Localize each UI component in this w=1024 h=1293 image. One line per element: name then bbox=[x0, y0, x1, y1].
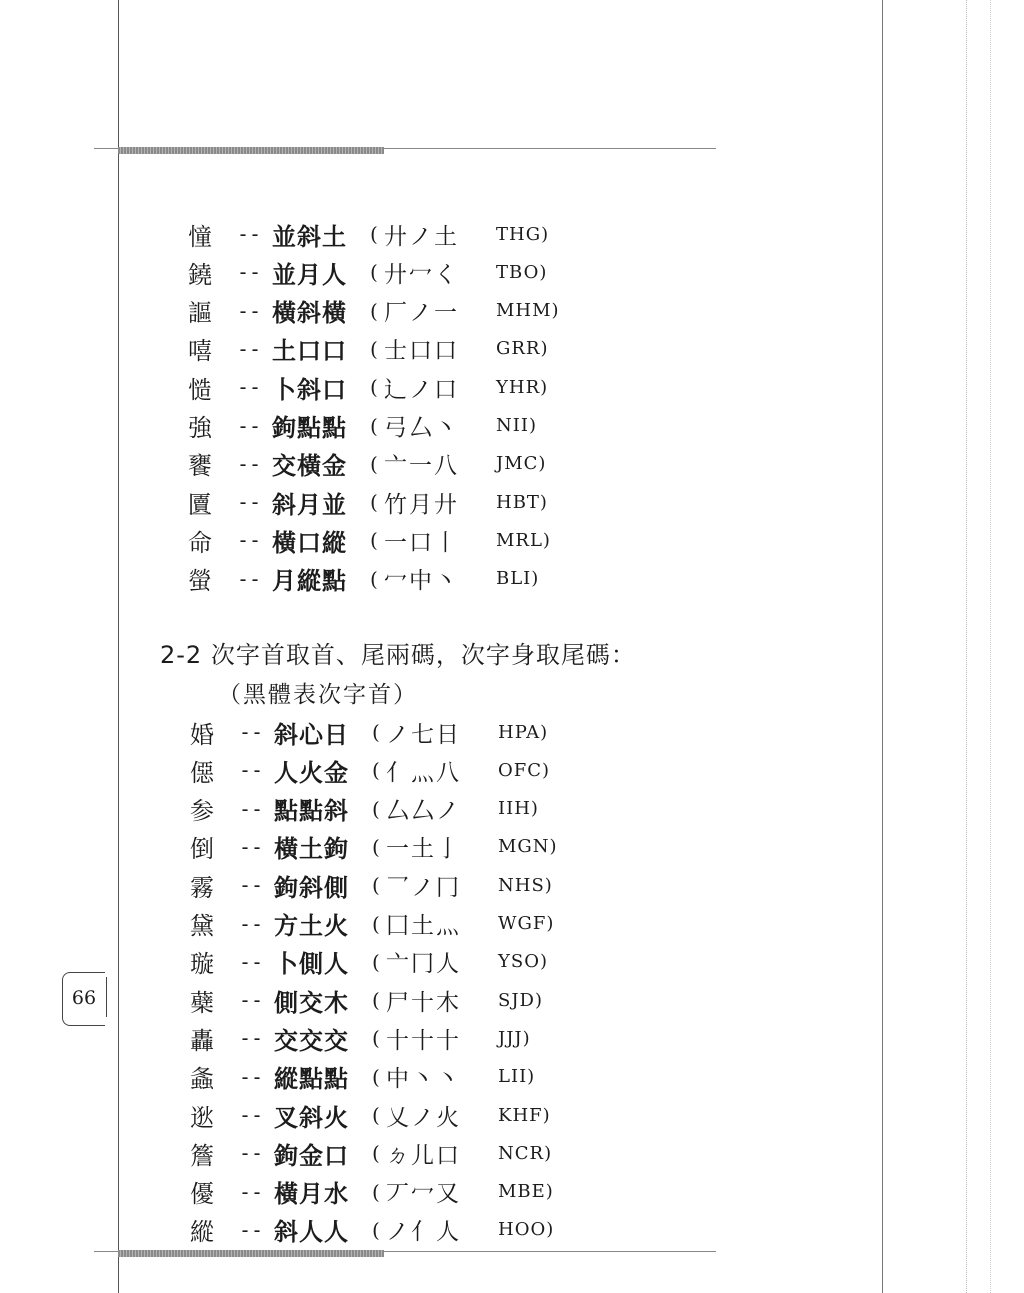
entry-stroke-names: 方土火 bbox=[274, 911, 349, 940]
entry-code: JMC) bbox=[496, 453, 547, 475]
entry-stroke-names: 交交交 bbox=[274, 1025, 349, 1055]
entry-components: 亠一八 bbox=[384, 453, 459, 480]
entry-row bbox=[188, 215, 549, 253]
entry-components: ノ七日 bbox=[386, 721, 461, 748]
entry-stroke-names: 橫土鉤 bbox=[274, 834, 349, 864]
entry-open-paren: ( bbox=[370, 260, 378, 285]
entry-row bbox=[190, 828, 558, 866]
entry-row bbox=[188, 521, 551, 559]
entry-dash: -- bbox=[238, 1179, 264, 1204]
entry-dash: -- bbox=[238, 1026, 264, 1051]
entry-row bbox=[190, 905, 554, 943]
entry-components: ノ亻人 bbox=[386, 1219, 461, 1246]
entry-row bbox=[190, 713, 548, 751]
entry-components: 士口口 bbox=[384, 338, 459, 365]
entry-components: 廾ノ土 bbox=[384, 223, 459, 250]
entry-open-paren: ( bbox=[372, 834, 380, 859]
entry-dash: -- bbox=[238, 988, 264, 1013]
entry-dash: -- bbox=[236, 490, 262, 515]
entry-components: 廾冖く bbox=[384, 261, 459, 288]
entry-row bbox=[188, 253, 547, 291]
entry-row bbox=[188, 368, 548, 406]
entry-code: WGF) bbox=[498, 913, 555, 934]
entry-code: HOO) bbox=[498, 1219, 555, 1241]
entry-stroke-names: 斜人人 bbox=[274, 1217, 349, 1247]
entry-character: 命 bbox=[188, 528, 212, 557]
entry-stroke-names: 側交木 bbox=[274, 987, 349, 1017]
entry-open-paren: ( bbox=[372, 873, 380, 898]
entry-open-paren: ( bbox=[372, 911, 380, 936]
entry-components: 乛ノ冂 bbox=[386, 874, 461, 901]
entry-character: 霧 bbox=[190, 873, 214, 902]
entry-open-paren: ( bbox=[372, 1217, 380, 1242]
entry-open-paren: ( bbox=[372, 758, 380, 783]
entry-open-paren: ( bbox=[370, 413, 378, 438]
entry-dash: -- bbox=[236, 375, 262, 400]
entry-components: ㄉ儿口 bbox=[386, 1142, 461, 1169]
entry-character: 逖 bbox=[190, 1103, 214, 1132]
entry-character: 婚 bbox=[190, 720, 214, 749]
entry-stroke-names: 點點斜 bbox=[274, 796, 349, 826]
entry-row bbox=[190, 981, 543, 1019]
entry-components: 弓厶丶 bbox=[384, 415, 459, 441]
entry-dash: -- bbox=[238, 949, 264, 974]
left-margin-line bbox=[118, 0, 119, 1293]
entry-row bbox=[190, 1173, 554, 1211]
entry-stroke-names: 並月人 bbox=[272, 259, 347, 289]
entry-character: 強 bbox=[188, 414, 212, 442]
entry-code: YSO) bbox=[498, 951, 548, 973]
entry-stroke-names: 交橫金 bbox=[272, 451, 347, 481]
entry-components: 冖中丶 bbox=[384, 568, 459, 595]
entry-components: 乂ノ火 bbox=[386, 1104, 461, 1131]
entry-character: 螢 bbox=[188, 567, 212, 596]
entry-character: 簷 bbox=[190, 1141, 214, 1170]
perforation-line-outer bbox=[990, 0, 992, 1293]
page-number: 66 bbox=[62, 972, 105, 1026]
entry-open-paren: ( bbox=[372, 949, 380, 974]
entry-dash: -- bbox=[236, 528, 262, 553]
entry-open-paren: ( bbox=[370, 336, 378, 361]
entry-code: NHS) bbox=[498, 874, 553, 896]
entry-character: 黛 bbox=[190, 912, 214, 940]
entry-dash: -- bbox=[236, 222, 262, 246]
entry-open-paren: ( bbox=[372, 1064, 380, 1089]
entry-components: 亠冂人 bbox=[386, 951, 461, 978]
entry-components: 竹月廾 bbox=[384, 491, 459, 518]
entry-components: 丆冖又 bbox=[386, 1181, 461, 1208]
entry-stroke-names: 人火金 bbox=[274, 757, 349, 787]
entry-dash: -- bbox=[238, 1141, 264, 1166]
entry-row bbox=[188, 407, 537, 445]
entry-dash: -- bbox=[238, 1217, 264, 1242]
entry-components: 十十十 bbox=[386, 1027, 461, 1054]
entry-components: 中丶丶 bbox=[386, 1066, 461, 1093]
entry-code: MRL) bbox=[496, 529, 551, 551]
entry-stroke-names: 土口口 bbox=[272, 336, 347, 366]
bottom-bar bbox=[118, 1250, 384, 1257]
entry-row bbox=[190, 751, 550, 789]
entry-open-paren: ( bbox=[372, 1103, 380, 1127]
entry-row bbox=[190, 1019, 531, 1057]
entry-row bbox=[190, 1096, 551, 1134]
entry-row bbox=[190, 943, 548, 981]
entry-dash: -- bbox=[236, 298, 262, 323]
entry-stroke-names: 斜心日 bbox=[274, 719, 349, 749]
entry-stroke-names: 鉤點點 bbox=[272, 413, 347, 442]
entry-open-paren: ( bbox=[370, 375, 378, 400]
entry-code: IIH) bbox=[498, 798, 539, 820]
entry-character: 璇 bbox=[190, 950, 214, 979]
entry-dash: -- bbox=[236, 413, 262, 438]
entry-stroke-names: 叉斜火 bbox=[274, 1102, 349, 1132]
entry-row bbox=[190, 1211, 554, 1249]
entry-dash: -- bbox=[236, 336, 262, 361]
entry-character: 轟 bbox=[190, 1026, 214, 1055]
entry-components: 囗土灬 bbox=[386, 913, 461, 939]
entry-row bbox=[188, 292, 560, 330]
entry-character: 匵 bbox=[188, 490, 212, 519]
section-heading: 2-2 次字首取首、尾兩碼，次字身取尾碼： bbox=[160, 641, 636, 669]
entry-character: 優 bbox=[190, 1180, 214, 1209]
entry-character: 嘻 bbox=[188, 337, 212, 366]
entry-character: 倒 bbox=[190, 835, 214, 864]
entry-open-paren: ( bbox=[370, 222, 378, 246]
entry-character: 僫 bbox=[190, 758, 214, 787]
entry-code: HBT) bbox=[496, 491, 548, 513]
entry-dash: -- bbox=[238, 873, 264, 898]
entry-components: 厂ノ一 bbox=[384, 300, 459, 327]
entry-dash: -- bbox=[238, 758, 264, 783]
top-bar bbox=[118, 147, 384, 154]
entry-components: 一土亅 bbox=[386, 836, 461, 863]
entry-character: 螽 bbox=[190, 1065, 214, 1094]
entry-open-paren: ( bbox=[372, 796, 380, 821]
entry-components: 一口丨 bbox=[384, 529, 459, 556]
entry-row bbox=[188, 560, 539, 598]
entry-stroke-names: 卜側人 bbox=[274, 949, 349, 979]
entry-components: 亻灬八 bbox=[386, 759, 461, 786]
entry-dash: -- bbox=[236, 451, 262, 476]
entry-code: OFC) bbox=[498, 759, 551, 781]
entry-open-paren: ( bbox=[370, 566, 378, 591]
entry-open-paren: ( bbox=[372, 1179, 380, 1204]
entry-code: JJJ) bbox=[498, 1027, 531, 1049]
entry-open-paren: ( bbox=[372, 988, 380, 1013]
entry-character: 憧 bbox=[188, 222, 212, 251]
entry-stroke-names: 斜月並 bbox=[272, 489, 347, 519]
entry-open-paren: ( bbox=[370, 298, 378, 323]
entry-code: LII) bbox=[498, 1066, 536, 1088]
entry-row bbox=[190, 790, 539, 828]
entry-code: THG) bbox=[496, 223, 550, 245]
entry-components: 厶厶ノ bbox=[386, 798, 461, 825]
entry-row bbox=[188, 330, 549, 368]
entry-row bbox=[190, 1058, 535, 1096]
entry-dash: -- bbox=[236, 566, 262, 591]
entry-stroke-names: 橫斜橫 bbox=[272, 298, 347, 328]
entry-code: KHF) bbox=[498, 1104, 551, 1126]
entry-character: 参 bbox=[190, 797, 214, 826]
entry-code: SJD) bbox=[498, 989, 544, 1011]
entry-character: 蘗 bbox=[190, 988, 214, 1017]
entry-character: 鐃 bbox=[188, 260, 212, 289]
entry-stroke-names: 鉤金口 bbox=[274, 1140, 349, 1170]
entry-character: 謳 bbox=[188, 299, 212, 328]
entry-stroke-names: 縱點點 bbox=[274, 1064, 349, 1094]
entry-code: BLI) bbox=[496, 568, 540, 590]
perforation-line bbox=[966, 0, 968, 1293]
section-subheading: （黑體表次字首） bbox=[218, 682, 418, 708]
entry-stroke-names: 橫月水 bbox=[274, 1179, 349, 1209]
entry-row bbox=[188, 483, 548, 521]
entry-code: HPA) bbox=[498, 721, 549, 743]
entry-dash: -- bbox=[238, 834, 264, 859]
right-margin-line bbox=[882, 0, 883, 1293]
entry-code: NII) bbox=[496, 415, 537, 436]
entry-character: 慥 bbox=[188, 375, 212, 404]
entry-row bbox=[188, 445, 546, 483]
entry-code: YHR) bbox=[496, 376, 549, 398]
entry-dash: -- bbox=[238, 1064, 264, 1089]
entry-components: 辶ノ口 bbox=[384, 376, 459, 403]
entry-character: 饔 bbox=[188, 452, 212, 481]
entry-row bbox=[190, 1134, 552, 1172]
entry-dash: -- bbox=[238, 1103, 264, 1127]
entry-open-paren: ( bbox=[370, 451, 378, 476]
entry-code: MHM) bbox=[496, 300, 560, 322]
entry-stroke-names: 鉤斜側 bbox=[274, 872, 349, 902]
entry-dash: -- bbox=[238, 796, 264, 821]
entry-code: GRR) bbox=[496, 338, 549, 360]
entry-stroke-names: 並斜土 bbox=[272, 221, 347, 251]
entry-code: TBO) bbox=[496, 261, 548, 283]
entry-open-paren: ( bbox=[372, 720, 380, 744]
entry-stroke-names: 卜斜口 bbox=[272, 374, 347, 404]
entry-open-paren: ( bbox=[372, 1141, 380, 1166]
entry-character: 縱 bbox=[190, 1218, 214, 1247]
entry-open-paren: ( bbox=[372, 1026, 380, 1051]
entry-code: NCR) bbox=[498, 1142, 553, 1164]
entry-dash: -- bbox=[238, 720, 264, 744]
entry-open-paren: ( bbox=[370, 490, 378, 515]
entry-dash: -- bbox=[238, 911, 264, 936]
entry-stroke-names: 月縱點 bbox=[272, 566, 347, 596]
entry-row bbox=[190, 866, 553, 904]
entry-stroke-names: 橫口縱 bbox=[272, 527, 347, 557]
entry-components: 尸十木 bbox=[386, 989, 461, 1016]
entry-code: MBE) bbox=[498, 1181, 554, 1203]
entry-open-paren: ( bbox=[370, 528, 378, 553]
entry-dash: -- bbox=[236, 260, 262, 285]
entry-code: MGN) bbox=[498, 836, 558, 858]
